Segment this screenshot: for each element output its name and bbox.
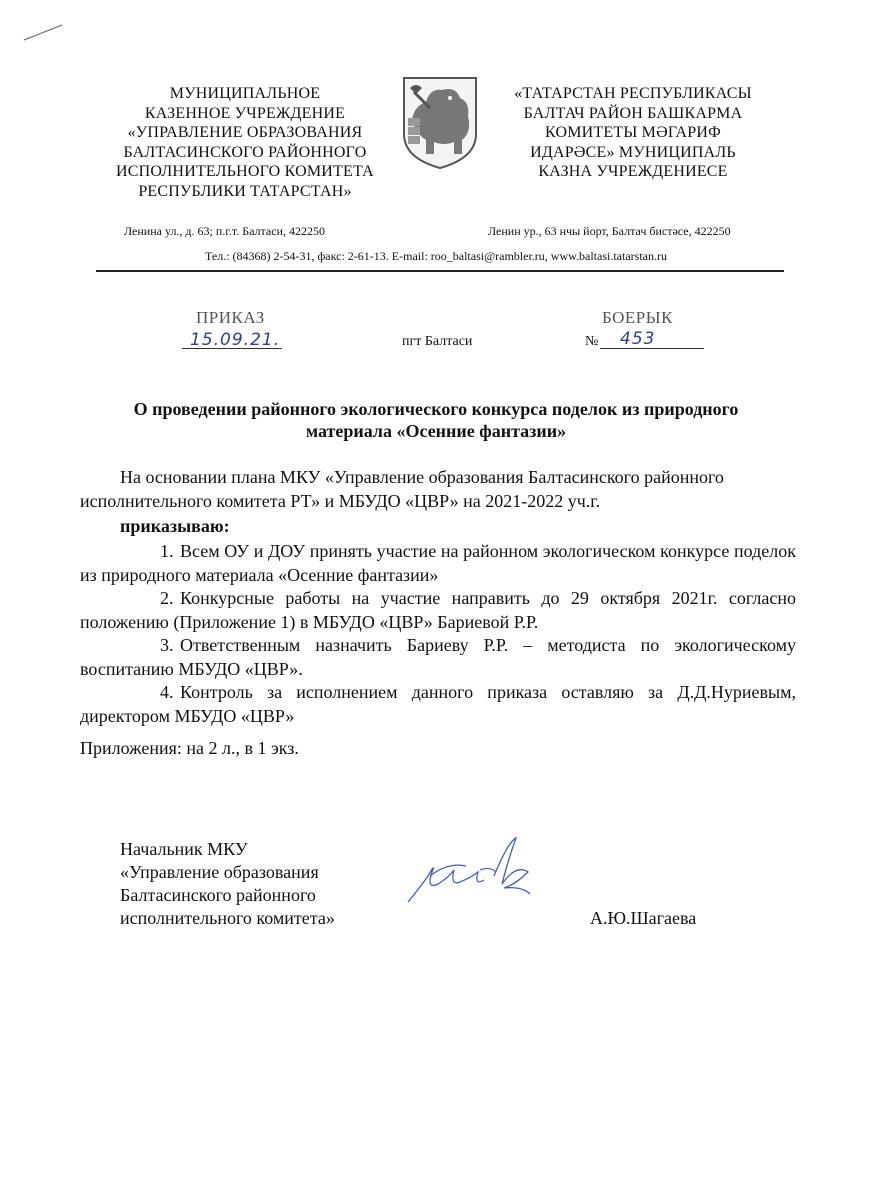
org-ru-line: БАЛТАСИНСКОГО РАЙОННОГО [123, 143, 367, 161]
item-text: Ответственным назначить Бариеву Р.Р. – методиста по экологическому воспитанию МБУДО «ЦВР». [80, 635, 796, 679]
order-label: приказываю: [120, 516, 230, 536]
org-ru-line: РЕСПУБЛИКИ ТАТАРСТАН» [138, 182, 352, 200]
number-sign: № [585, 334, 599, 349]
order-number: 453 [620, 329, 656, 349]
org-name-ru [90, 84, 400, 201]
org-name-tt [478, 84, 788, 182]
order-word-ru: ПРИКАЗ [196, 308, 265, 327]
contacts-line: Тел.: (84368) 2-54-31, факс: 2-61-13. E-mail: roo_baltasi@rambler.ru, www.baltasi.tatarstan.ru [205, 249, 667, 263]
order-item [80, 587, 796, 634]
appendix-note: Приложения: на 2 л., в 1 экз. [80, 738, 299, 758]
intro-paragraph: На основании плана МКУ «Управление образования Балтасинского районного исполнительного комитета РТ» и МБУДО «ЦВР» на 2021-2022 уч.г. [80, 467, 724, 511]
org-tt-line: «ТАТАРСТАН РЕСПУБЛИКАСЫ [514, 85, 752, 102]
address-ru: Ленина ул., д. 63; п.г.т. Балтаси, 422250 [124, 224, 325, 238]
signer-name: А.Ю.Шагаева [590, 908, 697, 928]
order-item [80, 540, 796, 587]
item-text: Всем ОУ и ДОУ принять участие на районном экологическом конкурсе поделок из природного материала «Осенние фантазии» [80, 541, 796, 585]
order-subject [0, 398, 872, 442]
subject-line: материала «Осенние фантазии» [305, 421, 567, 441]
item-number: 2. [160, 588, 174, 608]
org-ru-line: МУНИЦИПАЛЬНОЕ [169, 85, 321, 102]
org-ru-line: ИСПОЛНИТЕЛЬНОГО КОМИТЕТА [116, 163, 374, 180]
org-ru-line: КАЗЕННОЕ УЧРЕЖДЕНИЕ [144, 104, 346, 122]
item-number: 3. [160, 635, 174, 655]
handwritten-signature [404, 832, 540, 912]
signer-title [120, 838, 335, 930]
item-number: 4. [160, 682, 174, 702]
order-date: 15.09.21. [190, 330, 281, 350]
order-item [80, 681, 796, 728]
org-tt-line: КАЗНА УЧРЕЖДЕНИЕСЕ [538, 163, 728, 180]
coat-of-arms-bear-icon [400, 74, 480, 170]
org-tt-line: ИДАРӘСЕ» МУНИЦИПАЛЬ [530, 143, 736, 161]
signer-title-line: Начальник МКУ [120, 839, 248, 859]
pencil-mark [22, 22, 64, 42]
order-place: пгт Балтаси [402, 334, 473, 349]
subject-line: О проведении районного экологического конкурса поделок из природного [133, 399, 739, 419]
org-ru-line: «УПРАВЛЕНИЕ ОБРАЗОВАНИЯ [127, 124, 363, 141]
item-number: 1. [160, 541, 174, 561]
signer-title-line: исполнительного комитета» [120, 908, 335, 928]
address-tt: Ленин ур., 63 нчы йорт, Балтач бистәсе, 422250 [488, 224, 731, 238]
header-divider [96, 270, 784, 272]
signer-title-line: «Управление образования [120, 862, 319, 882]
order-word-tt: БОЕРЫК [602, 308, 673, 327]
signer-title-line: Балтасинского районного [120, 885, 316, 905]
order-item [80, 634, 796, 681]
org-tt-line: БАЛТАЧ РАЙОН БАШКАРМА [523, 104, 743, 122]
item-text: Контроль за исполнением данного приказа оставляю за Д.Д.Нуриевым, директором МБУДО «ЦВР» [80, 682, 796, 726]
item-text: Конкурсные работы на участие направить до 29 октября 2021г. согласно положению (Приложение 1) в МБУДО «ЦВР» Бариевой Р.Р. [80, 588, 796, 632]
org-tt-line: КОМИТЕТЫ МӘГАРИФ [544, 124, 722, 141]
